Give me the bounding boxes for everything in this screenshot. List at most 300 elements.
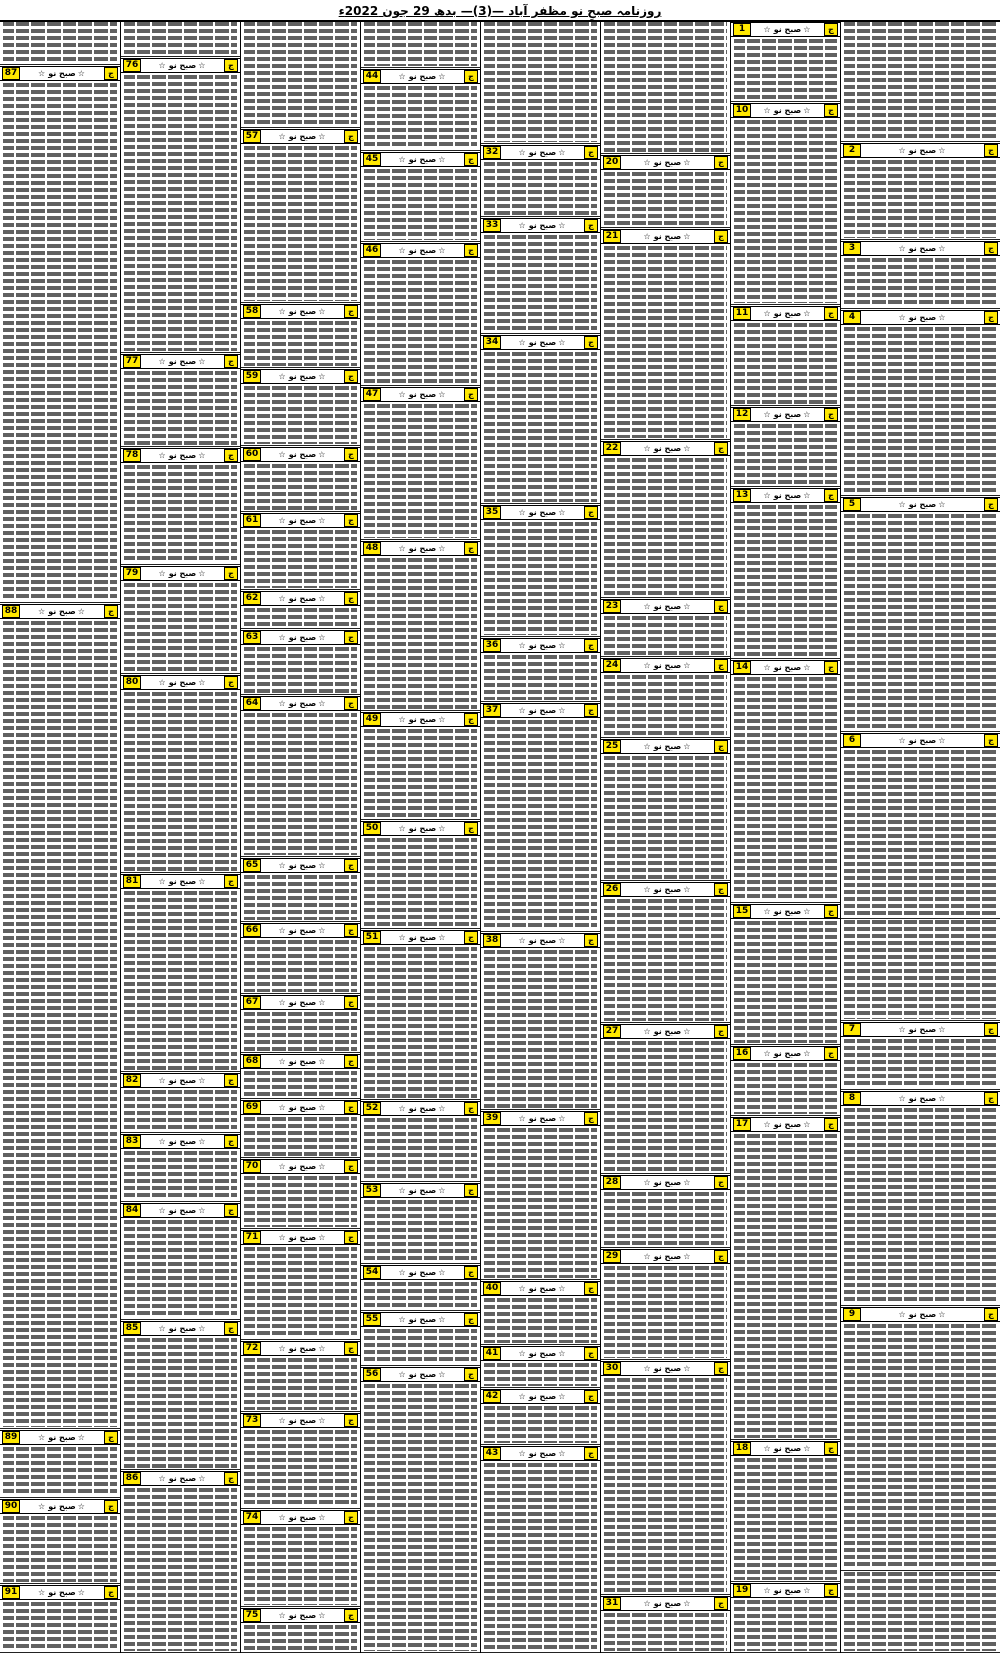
ad-header	[361, 243, 480, 258]
paper-logo	[621, 742, 714, 751]
ad-tag: ج	[464, 1368, 478, 1381]
classified-ad	[841, 919, 1000, 1020]
ad-header	[241, 995, 360, 1010]
ad-header	[361, 1101, 480, 1116]
star-icon: ☆	[438, 1370, 447, 1380]
star-icon: ☆	[803, 105, 812, 115]
ad-number: 37	[483, 704, 501, 717]
classified-ad	[841, 142, 1000, 241]
star-icon: ☆	[643, 741, 652, 751]
ad-header	[241, 1159, 360, 1174]
star-icon: ☆	[398, 823, 407, 833]
logo-text: صبح نو	[773, 1444, 802, 1454]
paper-logo	[261, 1513, 344, 1522]
ad-body-text	[0, 1446, 120, 1497]
classified-ad	[601, 657, 730, 738]
star-icon: ☆	[683, 1598, 692, 1608]
ad-body-text	[361, 728, 480, 819]
classified-ad	[121, 353, 240, 446]
star-icon: ☆	[518, 1284, 527, 1294]
ad-number: 47	[363, 388, 381, 401]
paper-logo	[751, 25, 824, 34]
star-icon: ☆	[318, 1102, 327, 1112]
ad-header	[601, 599, 730, 614]
ad-body-text	[731, 504, 840, 658]
star-icon: ☆	[158, 1206, 167, 1216]
ad-number: 13	[733, 489, 751, 502]
logo-text: صبح نو	[168, 1206, 197, 1216]
paper-logo	[261, 633, 344, 642]
star-icon: ☆	[278, 1611, 287, 1621]
ad-tag: ج	[584, 146, 598, 159]
ad-number: 71	[243, 1231, 261, 1244]
ad-number: 50	[363, 822, 381, 835]
logo-text: صبح نو	[408, 823, 437, 833]
logo-text: صبح نو	[773, 663, 802, 673]
ad-number: 54	[363, 1266, 381, 1279]
logo-text: صبح نو	[908, 1093, 937, 1103]
ad-number: 81	[123, 875, 141, 888]
star-icon: ☆	[278, 926, 287, 936]
ad-header	[121, 566, 240, 581]
classified-ad	[241, 629, 360, 694]
classified-ad	[601, 154, 730, 228]
star-icon: ☆	[518, 1449, 527, 1459]
ad-body-text	[601, 457, 730, 597]
classified-ad	[241, 695, 360, 857]
classified-ad	[121, 1133, 240, 1202]
star-icon: ☆	[398, 1103, 407, 1113]
logo-text: صبح نو	[408, 1103, 437, 1113]
ad-body-text	[841, 749, 1000, 918]
ad-number: 74	[243, 1511, 261, 1524]
ad-tag: ج	[344, 1511, 358, 1524]
star-icon: ☆	[278, 1415, 287, 1425]
paper-logo	[141, 61, 224, 70]
star-icon: ☆	[558, 1449, 567, 1459]
star-icon: ☆	[438, 154, 447, 164]
ad-tag: ج	[104, 1500, 118, 1513]
star-icon: ☆	[803, 906, 812, 916]
star-icon: ☆	[643, 1598, 652, 1608]
ad-tag: ج	[224, 567, 238, 580]
star-icon: ☆	[438, 390, 447, 400]
star-icon: ☆	[438, 543, 447, 553]
star-icon: ☆	[518, 508, 527, 518]
logo-text: صبح نو	[408, 1370, 437, 1380]
classified-ad	[841, 21, 1000, 142]
star-icon: ☆	[318, 1233, 327, 1243]
star-icon: ☆	[278, 1056, 287, 1066]
paper-logo	[261, 1057, 344, 1066]
classified-ad	[731, 21, 840, 102]
ad-header	[731, 1046, 840, 1061]
ad-tag: ج	[584, 219, 598, 232]
classified-ad	[121, 873, 240, 1072]
ad-body-text	[361, 1328, 480, 1366]
ad-number: 43	[483, 1447, 501, 1460]
star-icon: ☆	[938, 500, 947, 510]
ad-tag: ج	[824, 1047, 838, 1060]
ad-tag: ج	[464, 713, 478, 726]
ad-body-text	[481, 21, 600, 143]
ad-number: 77	[123, 355, 141, 368]
star-icon: ☆	[318, 1513, 327, 1523]
ad-header	[481, 703, 600, 718]
classified-ad	[121, 565, 240, 675]
star-icon: ☆	[643, 884, 652, 894]
ad-body-text	[481, 161, 600, 216]
paper-logo	[20, 1502, 104, 1511]
ad-body-text	[0, 82, 120, 602]
ad-tag: ج	[224, 355, 238, 368]
classified-ad	[361, 68, 480, 150]
ad-body-text	[361, 1281, 480, 1310]
star-icon: ☆	[518, 1114, 527, 1124]
ad-body-text	[481, 654, 600, 701]
ad-body-text	[121, 582, 240, 674]
classified-ad	[361, 242, 480, 386]
ad-header	[121, 675, 240, 690]
paper-logo	[861, 244, 984, 253]
classified-ad	[241, 1607, 360, 1653]
ad-tag: ج	[464, 244, 478, 257]
ad-number: 33	[483, 219, 501, 232]
ad-tag: ج	[224, 59, 238, 72]
ad-body-text	[361, 1117, 480, 1181]
logo-text: صبح نو	[653, 1251, 682, 1261]
logo-text: صبح نو	[908, 145, 937, 155]
paper-logo	[501, 1392, 584, 1401]
paper-logo	[381, 933, 464, 942]
paper-logo	[621, 1599, 714, 1608]
paper-logo	[141, 569, 224, 578]
ad-number: 39	[483, 1112, 501, 1125]
ad-tag: ج	[584, 1282, 598, 1295]
logo-text: صبح نو	[168, 568, 197, 578]
ad-tag: ج	[714, 740, 728, 753]
paper-logo	[861, 1310, 984, 1319]
classified-ad	[361, 1100, 480, 1182]
star-icon: ☆	[318, 633, 327, 643]
classified-ad	[241, 1340, 360, 1412]
ad-body-text	[121, 1089, 240, 1132]
ad-tag: ج	[104, 1431, 118, 1444]
ad-header	[0, 1499, 120, 1514]
logo-text: صبح نو	[908, 1309, 937, 1319]
ad-header	[121, 1134, 240, 1149]
paper-logo	[261, 926, 344, 935]
paper-logo	[751, 491, 824, 500]
column-8	[0, 21, 120, 1653]
paper-logo	[381, 390, 464, 399]
ad-header	[121, 1471, 240, 1486]
ad-tag: ج	[104, 1586, 118, 1599]
ad-header	[241, 447, 360, 462]
ad-number: 25	[603, 740, 621, 753]
star-icon: ☆	[558, 641, 567, 651]
ad-tag: ج	[344, 514, 358, 527]
ad-header	[481, 933, 600, 948]
ad-header	[361, 387, 480, 402]
ad-tag: ج	[224, 449, 238, 462]
classified-ad	[841, 1306, 1000, 1571]
ad-tag: ج	[344, 592, 358, 605]
logo-text: صبح نو	[168, 678, 197, 688]
column-6	[240, 21, 360, 1653]
star-icon: ☆	[898, 244, 907, 254]
ad-body-text	[731, 1062, 840, 1115]
classified-ad	[731, 903, 840, 1045]
ad-number: 60	[243, 448, 261, 461]
logo-text: صبح نو	[288, 593, 317, 603]
star-icon: ☆	[683, 1027, 692, 1037]
star-icon: ☆	[398, 390, 407, 400]
ad-number: 63	[243, 631, 261, 644]
ad-body-text	[481, 1362, 600, 1387]
classified-ad	[481, 1388, 600, 1446]
logo-text: صبح نو	[288, 633, 317, 643]
ad-tag: ج	[224, 676, 238, 689]
ad-header	[731, 407, 840, 422]
paper-logo	[621, 444, 714, 453]
star-icon: ☆	[938, 244, 947, 254]
ad-body-text	[0, 21, 120, 64]
paper-logo	[20, 69, 104, 78]
ad-header	[731, 1583, 840, 1598]
ad-body-text	[731, 1457, 840, 1581]
ad-body-text	[361, 1199, 480, 1263]
ad-number: 46	[363, 244, 381, 257]
classified-ad	[601, 1595, 730, 1653]
ad-number: 21	[603, 230, 621, 243]
ad-tag: ج	[984, 498, 998, 511]
star-icon: ☆	[198, 1323, 207, 1333]
star-icon: ☆	[318, 515, 327, 525]
paper-logo	[861, 1094, 984, 1103]
classified-ad	[601, 1174, 730, 1248]
ad-number: 52	[363, 1102, 381, 1115]
star-icon: ☆	[803, 308, 812, 318]
star-icon: ☆	[278, 593, 287, 603]
star-icon: ☆	[763, 906, 772, 916]
paper-logo	[381, 715, 464, 724]
star-icon: ☆	[278, 515, 287, 525]
ad-number: 8	[843, 1092, 861, 1105]
ad-number: 18	[733, 1442, 751, 1455]
ad-header	[841, 1091, 1000, 1106]
ad-tag: ج	[824, 489, 838, 502]
star-icon: ☆	[803, 663, 812, 673]
paper-logo	[751, 907, 824, 916]
star-icon: ☆	[643, 602, 652, 612]
paper-logo	[141, 357, 224, 366]
star-icon: ☆	[938, 1093, 947, 1103]
classified-ad	[241, 994, 360, 1053]
classified-ad	[481, 21, 600, 144]
star-icon: ☆	[683, 1363, 692, 1373]
star-icon: ☆	[318, 1344, 327, 1354]
star-icon: ☆	[558, 936, 567, 946]
star-icon: ☆	[683, 660, 692, 670]
ad-number: 10	[733, 104, 751, 117]
ad-header	[361, 1183, 480, 1198]
star-icon: ☆	[763, 25, 772, 34]
ad-header	[731, 904, 840, 919]
ad-number: 87	[2, 67, 20, 80]
ad-body-text	[481, 1405, 600, 1445]
ad-body-text	[841, 1323, 1000, 1570]
paper-logo	[141, 1137, 224, 1146]
star-icon: ☆	[198, 678, 207, 688]
paper-logo	[381, 1370, 464, 1379]
ad-number: 72	[243, 1342, 261, 1355]
ad-header	[241, 513, 360, 528]
ad-tag: ج	[464, 70, 478, 83]
star-icon: ☆	[803, 410, 812, 420]
ad-body-text	[241, 939, 360, 993]
ad-number: 27	[603, 1025, 621, 1038]
logo-text: صبح نو	[773, 1119, 802, 1129]
ad-tag: ج	[984, 144, 998, 157]
star-icon: ☆	[198, 1137, 207, 1147]
ad-header	[731, 103, 840, 118]
star-icon: ☆	[938, 1024, 947, 1034]
paper-logo	[261, 998, 344, 1007]
ad-number: 11	[733, 307, 751, 320]
star-icon: ☆	[158, 60, 167, 70]
ad-number: 17	[733, 1118, 751, 1131]
ad-body-text	[241, 1357, 360, 1411]
paper-logo	[501, 936, 584, 945]
ad-tag: ج	[714, 659, 728, 672]
ad-body-text	[731, 322, 840, 405]
star-icon: ☆	[398, 154, 407, 164]
logo-text: صبح نو	[408, 932, 437, 942]
paper-logo	[141, 678, 224, 687]
classified-ad	[601, 881, 730, 1024]
ad-number: 20	[603, 156, 621, 169]
ad-header	[241, 1510, 360, 1525]
star-icon: ☆	[643, 1177, 652, 1187]
ad-body-text	[601, 171, 730, 227]
star-icon: ☆	[278, 998, 287, 1008]
star-icon: ☆	[198, 450, 207, 460]
ad-body-text	[361, 259, 480, 385]
ad-header	[841, 1307, 1000, 1322]
paper-logo	[381, 544, 464, 553]
paper-logo	[501, 1284, 584, 1293]
ad-header	[481, 1346, 600, 1361]
logo-text: صبح نو	[773, 308, 802, 318]
star-icon: ☆	[198, 1206, 207, 1216]
paper-logo	[20, 1433, 104, 1442]
logo-text: صبح نو	[908, 736, 937, 746]
star-icon: ☆	[438, 1185, 447, 1195]
ad-number: 3	[843, 242, 861, 255]
star-icon: ☆	[518, 706, 527, 716]
ad-header	[841, 241, 1000, 256]
logo-text: صبح نو	[653, 660, 682, 670]
ad-number: 88	[2, 605, 20, 618]
logo-text: صبح نو	[528, 1114, 557, 1124]
ad-body-text	[241, 1175, 360, 1229]
ad-tag: ج	[224, 1074, 238, 1087]
ad-header	[601, 882, 730, 897]
ad-header	[361, 152, 480, 167]
ad-header	[731, 1441, 840, 1456]
ad-header	[0, 1430, 120, 1445]
ad-tag: ج	[824, 408, 838, 421]
star-icon: ☆	[803, 25, 812, 34]
ad-header	[241, 1608, 360, 1623]
star-icon: ☆	[938, 313, 947, 323]
classified-ad	[481, 1110, 600, 1280]
ad-header	[121, 1073, 240, 1088]
ad-number: 59	[243, 370, 261, 383]
star-icon: ☆	[558, 1114, 567, 1124]
column-2	[730, 21, 840, 1653]
star-icon: ☆	[643, 444, 652, 454]
ad-header	[601, 739, 730, 754]
paper-logo	[381, 1104, 464, 1113]
ad-body-text	[121, 1337, 240, 1469]
ad-body-text	[481, 234, 600, 334]
logo-text: صبح نو	[168, 60, 197, 70]
logo-text: صبح نو	[653, 1363, 682, 1373]
classified-ad	[241, 1229, 360, 1340]
star-icon: ☆	[158, 1323, 167, 1333]
ad-tag: ج	[824, 307, 838, 320]
star-icon: ☆	[518, 338, 527, 348]
logo-text: صبح نو	[288, 1611, 317, 1621]
star-icon: ☆	[438, 1103, 447, 1113]
ad-body-text	[121, 1487, 240, 1652]
ad-header	[601, 441, 730, 456]
ad-header	[361, 541, 480, 556]
logo-text: صبح نو	[908, 1024, 937, 1034]
star-icon: ☆	[158, 1474, 167, 1484]
star-icon: ☆	[158, 877, 167, 887]
ad-body-text	[601, 21, 730, 153]
ad-header	[841, 497, 1000, 512]
ad-number: 55	[363, 1313, 381, 1326]
classified-ad	[841, 1021, 1000, 1090]
star-icon: ☆	[278, 633, 287, 643]
classified-ad	[241, 590, 360, 629]
classified-ad	[121, 1320, 240, 1470]
logo-text: صبح نو	[653, 232, 682, 242]
ad-header	[241, 1230, 360, 1245]
paper-logo	[141, 1324, 224, 1333]
star-icon: ☆	[278, 1344, 287, 1354]
star-icon: ☆	[398, 932, 407, 942]
ad-number: 68	[243, 1055, 261, 1068]
star-icon: ☆	[398, 714, 407, 724]
star-icon: ☆	[558, 220, 567, 230]
ad-body-text	[241, 646, 360, 693]
star-icon: ☆	[643, 1027, 652, 1037]
ad-tag: ج	[714, 600, 728, 613]
ad-tag: ج	[584, 1390, 598, 1403]
classified-columns	[0, 21, 1000, 1653]
classified-ad	[481, 144, 600, 217]
ad-number: 4	[843, 311, 861, 324]
star-icon: ☆	[158, 568, 167, 578]
ad-number: 65	[243, 859, 261, 872]
logo-text: صبح نو	[653, 1598, 682, 1608]
column-1	[840, 21, 1000, 1653]
